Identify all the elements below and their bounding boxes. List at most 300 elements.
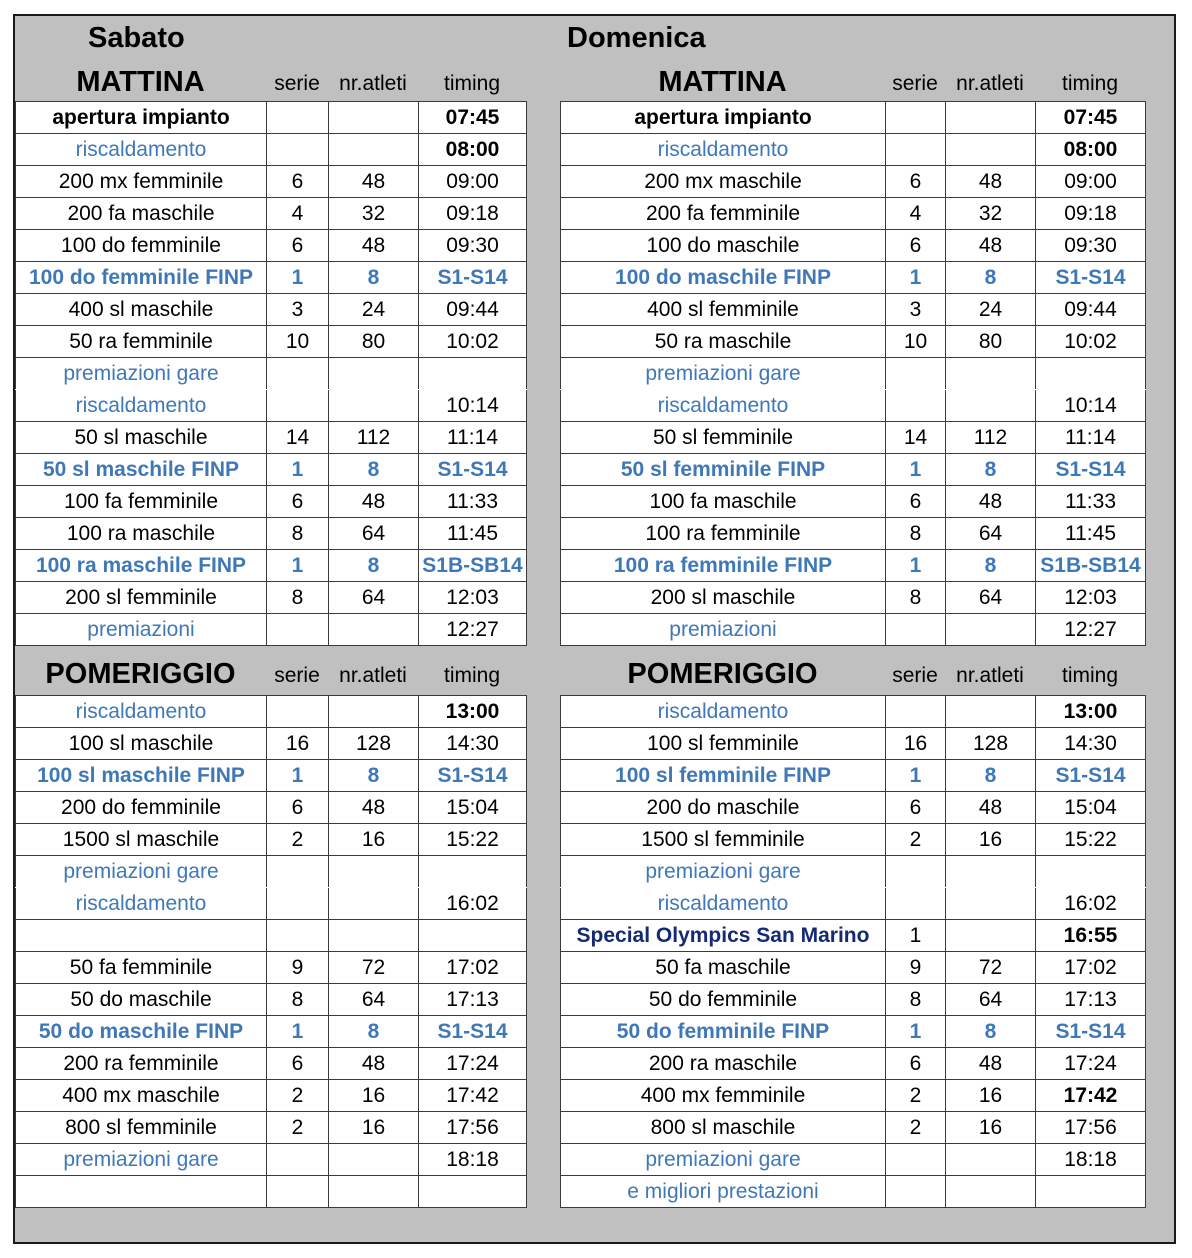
timing-cell: 09:44 — [1036, 294, 1146, 326]
atleti-cell: 8 — [946, 1016, 1036, 1048]
atleti-cell — [329, 1176, 419, 1208]
col-header-atleti: nr.atleti — [339, 664, 407, 687]
serie-cell: 10 — [267, 326, 329, 358]
event-cell: 800 sl maschile — [561, 1112, 886, 1144]
timing-cell: S1-S14 — [419, 1016, 527, 1048]
timing-cell: 09:00 — [1036, 166, 1146, 198]
serie-cell: 2 — [886, 1080, 946, 1112]
serie-cell — [886, 358, 946, 390]
table-row — [16, 728, 527, 760]
timing-cell: 11:33 — [419, 486, 527, 518]
timing-cell — [419, 1176, 527, 1208]
serie-cell: 1 — [886, 760, 946, 792]
serie-cell: 6 — [886, 1048, 946, 1080]
table-row — [16, 262, 527, 294]
atleti-cell: 64 — [329, 582, 419, 614]
serie-cell: 1 — [267, 550, 329, 582]
serie-cell: 1 — [267, 454, 329, 486]
timing-cell: S1-S14 — [419, 760, 527, 792]
event-cell: 100 ra femminile FINP — [561, 550, 886, 582]
event-cell: 400 mx maschile — [16, 1080, 267, 1112]
atleti-cell: 16 — [329, 824, 419, 856]
atleti-cell — [946, 358, 1036, 390]
table-row — [16, 198, 527, 230]
event-cell: riscaldamento — [561, 134, 886, 166]
atleti-cell: 16 — [329, 1112, 419, 1144]
timing-cell: 17:24 — [1036, 1048, 1146, 1080]
timing-cell: 10:02 — [419, 326, 527, 358]
serie-cell — [267, 390, 329, 422]
table-row — [16, 984, 527, 1016]
atleti-cell: 16 — [946, 824, 1036, 856]
event-cell: premiazioni gare — [561, 856, 886, 888]
serie-cell: 9 — [267, 952, 329, 984]
col-header-serie: serie — [892, 664, 938, 687]
table-row — [16, 390, 527, 422]
atleti-cell: 112 — [329, 422, 419, 454]
timing-cell: S1-S14 — [1036, 454, 1146, 486]
event-cell: 100 ra maschile FINP — [16, 550, 267, 582]
atleti-cell: 72 — [329, 952, 419, 984]
event-cell: 400 mx femminile — [561, 1080, 886, 1112]
timing-cell: 17:42 — [1036, 1080, 1146, 1112]
atleti-cell — [329, 358, 419, 390]
event-cell: 100 fa maschile — [561, 486, 886, 518]
event-cell: premiazioni gare — [16, 1144, 267, 1176]
serie-cell: 1 — [886, 1016, 946, 1048]
serie-cell: 6 — [267, 1048, 329, 1080]
event-cell: 200 fa maschile — [16, 198, 267, 230]
col-header-timing: timing — [443, 72, 501, 95]
atleti-cell — [329, 614, 419, 646]
timing-cell: 17:13 — [1036, 984, 1146, 1016]
timing-cell: 12:03 — [419, 582, 527, 614]
atleti-cell: 48 — [329, 1048, 419, 1080]
table-row — [561, 1016, 1146, 1048]
col-header-serie: serie — [892, 72, 938, 95]
atleti-cell: 128 — [946, 728, 1036, 760]
event-cell: 50 sl femminile — [561, 422, 886, 454]
serie-cell: 6 — [886, 792, 946, 824]
serie-cell: 8 — [886, 984, 946, 1016]
event-cell: premiazioni gare — [16, 358, 267, 390]
table-row — [561, 230, 1146, 262]
event-cell: apertura impianto — [16, 102, 267, 134]
event-cell: 100 fa femminile — [16, 486, 267, 518]
atleti-cell: 48 — [946, 1048, 1036, 1080]
timing-cell: 15:04 — [419, 792, 527, 824]
timing-cell: 10:14 — [419, 390, 527, 422]
sat-afternoon-table — [15, 695, 527, 1208]
col-header-timing: timing — [443, 664, 501, 687]
table-row — [561, 454, 1146, 486]
table-row — [16, 696, 527, 728]
table-row — [561, 326, 1146, 358]
col-header-atleti: nr.atleti — [339, 72, 407, 95]
table-row — [16, 294, 527, 326]
timing-cell: 18:18 — [419, 1144, 527, 1176]
serie-cell — [267, 102, 329, 134]
timing-cell: 17:56 — [419, 1112, 527, 1144]
serie-cell: 3 — [886, 294, 946, 326]
atleti-cell: 32 — [329, 198, 419, 230]
table-row — [16, 1080, 527, 1112]
event-cell: riscaldamento — [16, 888, 267, 920]
table-row — [561, 1176, 1146, 1208]
event-cell: 50 sl maschile — [16, 422, 267, 454]
event-cell: 400 sl maschile — [16, 294, 267, 326]
serie-cell: 2 — [886, 824, 946, 856]
event-cell: 800 sl femminile — [16, 1112, 267, 1144]
timing-cell: 11:45 — [1036, 518, 1146, 550]
atleti-cell — [329, 1144, 419, 1176]
sat-morning-table — [15, 101, 527, 646]
serie-cell: 3 — [267, 294, 329, 326]
timing-cell — [419, 920, 527, 952]
table-row — [561, 486, 1146, 518]
serie-cell — [886, 102, 946, 134]
timing-cell: 15:04 — [1036, 792, 1146, 824]
serie-cell: 6 — [267, 486, 329, 518]
timing-cell: 13:00 — [1036, 696, 1146, 728]
serie-cell: 6 — [267, 166, 329, 198]
event-cell: 50 sl maschile FINP — [16, 454, 267, 486]
serie-cell: 1 — [886, 262, 946, 294]
event-cell: riscaldamento — [16, 390, 267, 422]
serie-cell: 8 — [267, 582, 329, 614]
event-cell: apertura impianto — [561, 102, 886, 134]
atleti-cell: 8 — [946, 550, 1036, 582]
timing-cell: 17:56 — [1036, 1112, 1146, 1144]
table-row — [16, 486, 527, 518]
table-row — [561, 824, 1146, 856]
atleti-cell: 48 — [329, 230, 419, 262]
table-row — [16, 1144, 527, 1176]
atleti-cell: 48 — [946, 792, 1036, 824]
atleti-cell: 24 — [329, 294, 419, 326]
timing-cell: 09:00 — [419, 166, 527, 198]
serie-cell — [267, 888, 329, 920]
atleti-cell: 64 — [946, 518, 1036, 550]
atleti-cell — [946, 920, 1036, 952]
timing-cell: 17:42 — [419, 1080, 527, 1112]
sat-afternoon-header — [15, 652, 525, 692]
table-row — [561, 102, 1146, 134]
event-cell: premiazioni gare — [16, 856, 267, 888]
timing-cell — [419, 856, 527, 888]
table-row — [561, 134, 1146, 166]
table-row — [16, 134, 527, 166]
atleti-cell: 8 — [946, 454, 1036, 486]
atleti-cell: 48 — [329, 486, 419, 518]
table-row — [561, 614, 1146, 646]
table-row — [16, 230, 527, 262]
table-row — [561, 1048, 1146, 1080]
table-row — [16, 326, 527, 358]
table-row — [16, 760, 527, 792]
serie-cell — [267, 920, 329, 952]
serie-cell — [267, 134, 329, 166]
timing-cell: 11:14 — [1036, 422, 1146, 454]
atleti-cell — [946, 102, 1036, 134]
timing-cell — [1036, 1176, 1146, 1208]
atleti-cell — [946, 1144, 1036, 1176]
table-row — [16, 888, 527, 920]
table-row — [16, 1112, 527, 1144]
atleti-cell: 48 — [946, 230, 1036, 262]
atleti-cell: 48 — [329, 166, 419, 198]
event-cell: 50 do femminile — [561, 984, 886, 1016]
sun-morning-header — [560, 60, 1145, 100]
timing-cell: S1B-SB14 — [419, 550, 527, 582]
serie-cell: 4 — [886, 198, 946, 230]
atleti-cell — [329, 696, 419, 728]
table-row — [561, 696, 1146, 728]
serie-cell — [267, 856, 329, 888]
table-row — [16, 952, 527, 984]
timing-cell: 14:30 — [419, 728, 527, 760]
table-row — [561, 952, 1146, 984]
timing-cell: 07:45 — [419, 102, 527, 134]
sun-afternoon-table — [560, 695, 1146, 1208]
event-cell: 50 ra femminile — [16, 326, 267, 358]
atleti-cell — [946, 696, 1036, 728]
event-cell: 50 sl femminile FINP — [561, 454, 886, 486]
event-cell: 200 ra maschile — [561, 1048, 886, 1080]
timing-cell — [419, 358, 527, 390]
table-row — [16, 422, 527, 454]
atleti-cell: 72 — [946, 952, 1036, 984]
table-row — [561, 1144, 1146, 1176]
serie-cell: 2 — [267, 1080, 329, 1112]
serie-cell — [886, 614, 946, 646]
atleti-cell: 48 — [946, 486, 1036, 518]
event-cell: premiazioni — [561, 614, 886, 646]
timing-cell: S1-S14 — [1036, 1016, 1146, 1048]
event-cell: Special Olympics San Marino — [561, 920, 886, 952]
serie-cell: 8 — [267, 984, 329, 1016]
event-cell: 100 ra maschile — [16, 518, 267, 550]
table-row — [16, 358, 527, 390]
serie-cell: 14 — [886, 422, 946, 454]
table-row — [561, 792, 1146, 824]
serie-cell: 16 — [886, 728, 946, 760]
serie-cell — [886, 1176, 946, 1208]
serie-cell — [267, 614, 329, 646]
atleti-cell — [329, 390, 419, 422]
atleti-cell: 8 — [946, 760, 1036, 792]
event-cell: 100 sl femminile FINP — [561, 760, 886, 792]
event-cell: 1500 sl maschile — [16, 824, 267, 856]
event-cell: 200 sl maschile — [561, 582, 886, 614]
serie-cell — [886, 888, 946, 920]
serie-cell: 1 — [886, 454, 946, 486]
event-cell: premiazioni gare — [561, 358, 886, 390]
atleti-cell — [329, 134, 419, 166]
timing-cell: 16:55 — [1036, 920, 1146, 952]
atleti-cell: 8 — [329, 1016, 419, 1048]
timing-cell: S1-S14 — [419, 454, 527, 486]
timing-cell: 12:27 — [419, 614, 527, 646]
event-cell: riscaldamento — [561, 888, 886, 920]
event-cell: 100 do maschile FINP — [561, 262, 886, 294]
atleti-cell: 64 — [329, 984, 419, 1016]
atleti-cell — [329, 102, 419, 134]
timing-cell: 18:18 — [1036, 1144, 1146, 1176]
timing-cell: 14:30 — [1036, 728, 1146, 760]
event-cell: riscaldamento — [561, 390, 886, 422]
serie-cell — [267, 696, 329, 728]
event-cell: 100 do femminile — [16, 230, 267, 262]
serie-cell: 6 — [267, 792, 329, 824]
timing-cell: 17:02 — [1036, 952, 1146, 984]
timing-cell: 17:02 — [419, 952, 527, 984]
event-cell: 50 fa femminile — [16, 952, 267, 984]
table-row — [561, 358, 1146, 390]
sun-morning-table — [560, 101, 1146, 646]
timing-cell: 16:02 — [1036, 888, 1146, 920]
timing-cell: 13:00 — [419, 696, 527, 728]
event-cell: 200 ra femminile — [16, 1048, 267, 1080]
serie-cell: 6 — [886, 166, 946, 198]
atleti-cell — [329, 856, 419, 888]
serie-cell — [267, 358, 329, 390]
event-cell: 1500 sl femminile — [561, 824, 886, 856]
event-cell — [16, 1176, 267, 1208]
table-row — [16, 614, 527, 646]
event-cell: 100 sl maschile FINP — [16, 760, 267, 792]
timing-cell: 09:30 — [1036, 230, 1146, 262]
atleti-cell — [946, 134, 1036, 166]
serie-cell — [886, 1144, 946, 1176]
table-row — [561, 550, 1146, 582]
serie-cell: 8 — [886, 582, 946, 614]
timing-cell: 09:30 — [419, 230, 527, 262]
serie-cell: 6 — [267, 230, 329, 262]
timing-cell: S1-S14 — [419, 262, 527, 294]
timing-cell: 16:02 — [419, 888, 527, 920]
table-row — [561, 390, 1146, 422]
serie-cell: 1 — [886, 550, 946, 582]
event-cell: 100 do femminile FINP — [16, 262, 267, 294]
event-cell — [16, 920, 267, 952]
atleti-cell — [946, 390, 1036, 422]
event-cell: e migliori prestazioni — [561, 1176, 886, 1208]
atleti-cell: 64 — [946, 984, 1036, 1016]
table-row — [561, 518, 1146, 550]
event-cell: 100 sl maschile — [16, 728, 267, 760]
timing-cell: S1-S14 — [1036, 262, 1146, 294]
serie-cell: 8 — [886, 518, 946, 550]
timing-cell: S1-S14 — [1036, 760, 1146, 792]
serie-cell: 1 — [267, 760, 329, 792]
atleti-cell — [329, 920, 419, 952]
table-row — [561, 198, 1146, 230]
timing-cell: 10:14 — [1036, 390, 1146, 422]
event-cell: 50 do maschile FINP — [16, 1016, 267, 1048]
serie-cell: 4 — [267, 198, 329, 230]
atleti-cell: 80 — [946, 326, 1036, 358]
sun-afternoon-header — [560, 652, 1145, 692]
atleti-cell: 48 — [329, 792, 419, 824]
event-cell: 50 do maschile — [16, 984, 267, 1016]
atleti-cell: 16 — [946, 1080, 1036, 1112]
table-row — [16, 550, 527, 582]
atleti-cell: 112 — [946, 422, 1036, 454]
table-row — [16, 454, 527, 486]
event-cell: riscaldamento — [561, 696, 886, 728]
table-row — [561, 888, 1146, 920]
timing-cell: 11:45 — [419, 518, 527, 550]
serie-cell: 1 — [267, 1016, 329, 1048]
serie-cell — [267, 1144, 329, 1176]
table-row — [561, 856, 1146, 888]
atleti-cell: 16 — [946, 1112, 1036, 1144]
serie-cell: 10 — [886, 326, 946, 358]
table-row — [16, 824, 527, 856]
timing-cell: 12:27 — [1036, 614, 1146, 646]
event-cell: 200 do femminile — [16, 792, 267, 824]
serie-cell: 9 — [886, 952, 946, 984]
day-title-sunday: Domenica — [567, 22, 706, 54]
serie-cell: 6 — [886, 230, 946, 262]
atleti-cell: 8 — [329, 454, 419, 486]
atleti-cell — [329, 888, 419, 920]
event-cell: 50 fa maschile — [561, 952, 886, 984]
table-row — [16, 1176, 527, 1208]
col-header-timing: timing — [1061, 72, 1119, 95]
schedule-sheet — [13, 14, 1176, 1244]
serie-cell — [267, 1176, 329, 1208]
table-row — [561, 422, 1146, 454]
serie-cell: 6 — [886, 486, 946, 518]
timing-cell: 10:02 — [1036, 326, 1146, 358]
col-header-timing: timing — [1061, 664, 1119, 687]
timing-cell: 09:44 — [419, 294, 527, 326]
table-row — [16, 792, 527, 824]
atleti-cell: 32 — [946, 198, 1036, 230]
table-row — [16, 518, 527, 550]
serie-cell — [886, 134, 946, 166]
table-row — [16, 1048, 527, 1080]
table-row — [561, 166, 1146, 198]
section-label: MATTINA — [658, 66, 787, 98]
serie-cell: 14 — [267, 422, 329, 454]
serie-cell — [886, 856, 946, 888]
serie-cell — [886, 696, 946, 728]
table-row — [561, 760, 1146, 792]
event-cell: 200 sl femminile — [16, 582, 267, 614]
event-cell: 200 do maschile — [561, 792, 886, 824]
timing-cell: 11:14 — [419, 422, 527, 454]
event-cell: 400 sl femminile — [561, 294, 886, 326]
timing-cell: 15:22 — [1036, 824, 1146, 856]
timing-cell: 09:18 — [1036, 198, 1146, 230]
col-header-atleti: nr.atleti — [956, 664, 1024, 687]
event-cell: 50 ra maschile — [561, 326, 886, 358]
timing-cell: 11:33 — [1036, 486, 1146, 518]
serie-cell: 1 — [886, 920, 946, 952]
table-row — [561, 294, 1146, 326]
serie-cell: 2 — [267, 1112, 329, 1144]
atleti-cell: 64 — [329, 518, 419, 550]
timing-cell: 12:03 — [1036, 582, 1146, 614]
timing-cell: 15:22 — [419, 824, 527, 856]
col-header-serie: serie — [274, 664, 320, 687]
table-row — [16, 166, 527, 198]
atleti-cell: 128 — [329, 728, 419, 760]
event-cell: 200 mx femminile — [16, 166, 267, 198]
